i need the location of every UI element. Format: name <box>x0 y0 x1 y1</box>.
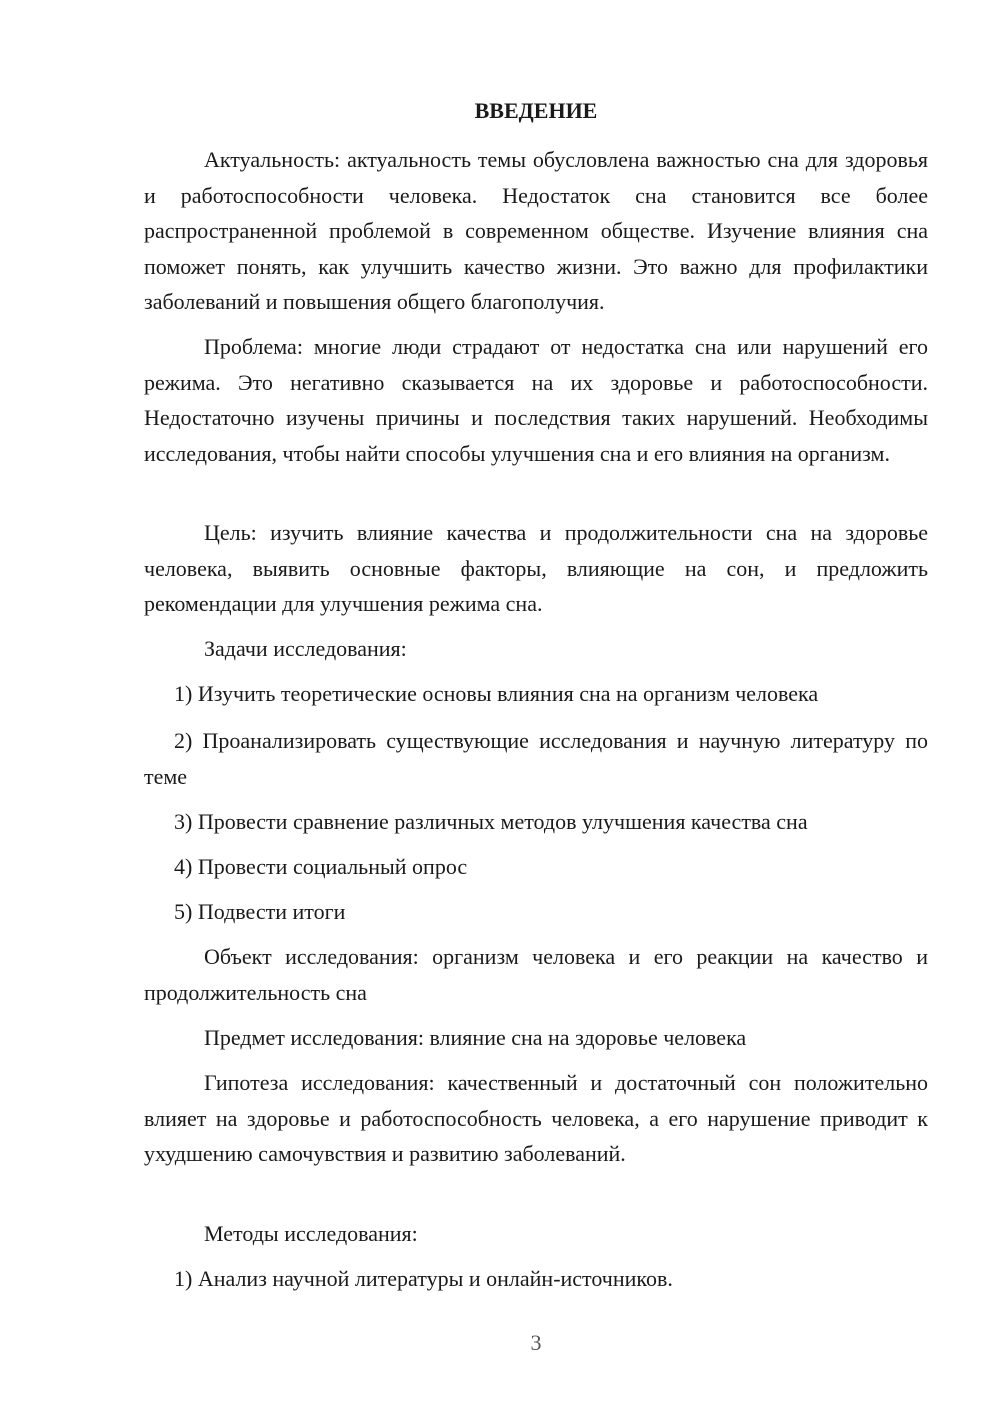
task-item: 2) Проанализировать существующие исследования и научную литературу по теме <box>144 728 928 789</box>
hypothesis-paragraph: Гипотеза исследования: качественный и достаточный сон положительно влияет на здоровье и работоспособность человека, а его нарушение приводит к ухудшению самочувствия и развитию заболеваний. <box>144 1070 928 1166</box>
task-item: 4) Провести социальный опрос <box>174 854 468 879</box>
methods-title: Методы исследования: <box>204 1221 418 1246</box>
problem-paragraph: Проблема: многие люди страдают от недостатка сна или нарушений его режима. Это негативно сказывается на их здоровье и работоспособности. Недостаточно изучены причины и последствия таких нарушений. Необходимы исследования, чтобы найти способы улучшения сна и его влияния на организм. <box>144 334 928 466</box>
object-paragraph: Объект исследования: организм человека и его реакции на качество и продолжительность сна <box>144 944 928 1005</box>
task-item: 3) Провести сравнение различных методов улучшения качества сна <box>174 809 808 834</box>
page-number: 3 <box>530 1330 542 1355</box>
task-item: 5) Подвести итоги <box>174 899 346 924</box>
section-heading: ВВЕДЕНИЕ <box>474 98 598 123</box>
relevance-paragraph: Актуальность: актуальность темы обусловлена важностью сна для здоровья и работоспособности человека. Недостаток сна становится все более распространенной проблемой в современном обществе. Изучение влияния сна поможет понять, как улучшить качество жизни. Это важно для профилактики заболеваний и повышения общего благополучия. <box>144 147 928 314</box>
tasks-title: Задачи исследования: <box>204 636 407 661</box>
method-item: 1) Анализ научной литературы и онлайн-источников. <box>174 1266 673 1291</box>
goal-paragraph: Цель: изучить влияние качества и продолжительности сна на здоровье человека, выявить основные факторы, влияющие на сон, и предложить рекомендации для улучшения режима сна. <box>144 520 928 616</box>
task-item: 1) Изучить теоретические основы влияния сна на организм человека <box>174 681 819 706</box>
subject-paragraph: Предмет исследования: влияние сна на здоровье человека <box>204 1025 747 1050</box>
